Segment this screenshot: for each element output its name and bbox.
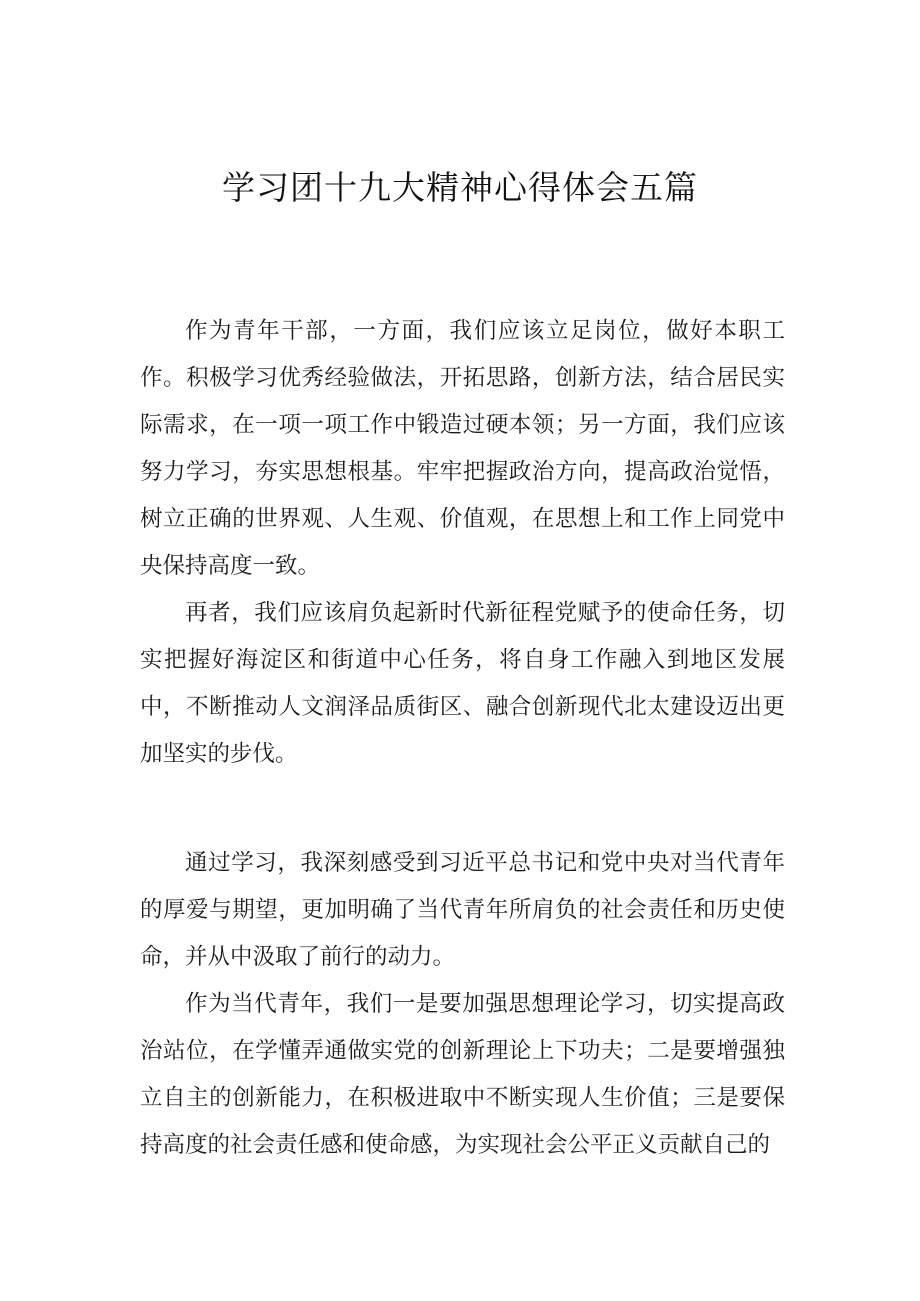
section-1 — [140, 308, 785, 778]
paragraph: 再者，我们应该肩负起新时代新征程党赋予的使命任务，切实把握好海淀区和街道中心任务，将自身工作融入到地区发展中，不断推动人文润泽品质街区、融合创新现代北太建设迈出更加坚实的步伐。 — [140, 600, 785, 767]
document-title: 学习团十九大精神心得体会五篇 — [222, 168, 698, 207]
paragraph: 通过学习，我深刻感受到习近平总书记和党中央对当代青年的厚爱与期望，更加明确了当代青年所肩负的社会责任和历史使命，并从中汲取了前行的动力。 — [140, 850, 785, 970]
section-2 — [140, 840, 785, 1169]
paragraph: 作为当代青年，我们一是要加强思想理论学习，切实提高政治站位，在学懂弄通做实党的创新理论上下功夫；二是要增强独立自主的创新能力，在积极进取中不断实现人生价值；三是要保持高度的社会责任感和使命感，为实现社会公平正义贡献自己的 — [140, 991, 785, 1158]
paragraph: 作为青年干部，一方面，我们应该立足岗位，做好本职工作。积极学习优秀经验做法，开拓思路，创新方法，结合居民实际需求，在一项一项工作中锻造过硬本领；另一方面，我们应该努力学习，夯实思想根基。牢牢把握政治方向，提高政治觉悟，树立正确的世界观、人生观、价值观，在思想上和工作上同党中央保持高度一致。 — [140, 318, 785, 579]
